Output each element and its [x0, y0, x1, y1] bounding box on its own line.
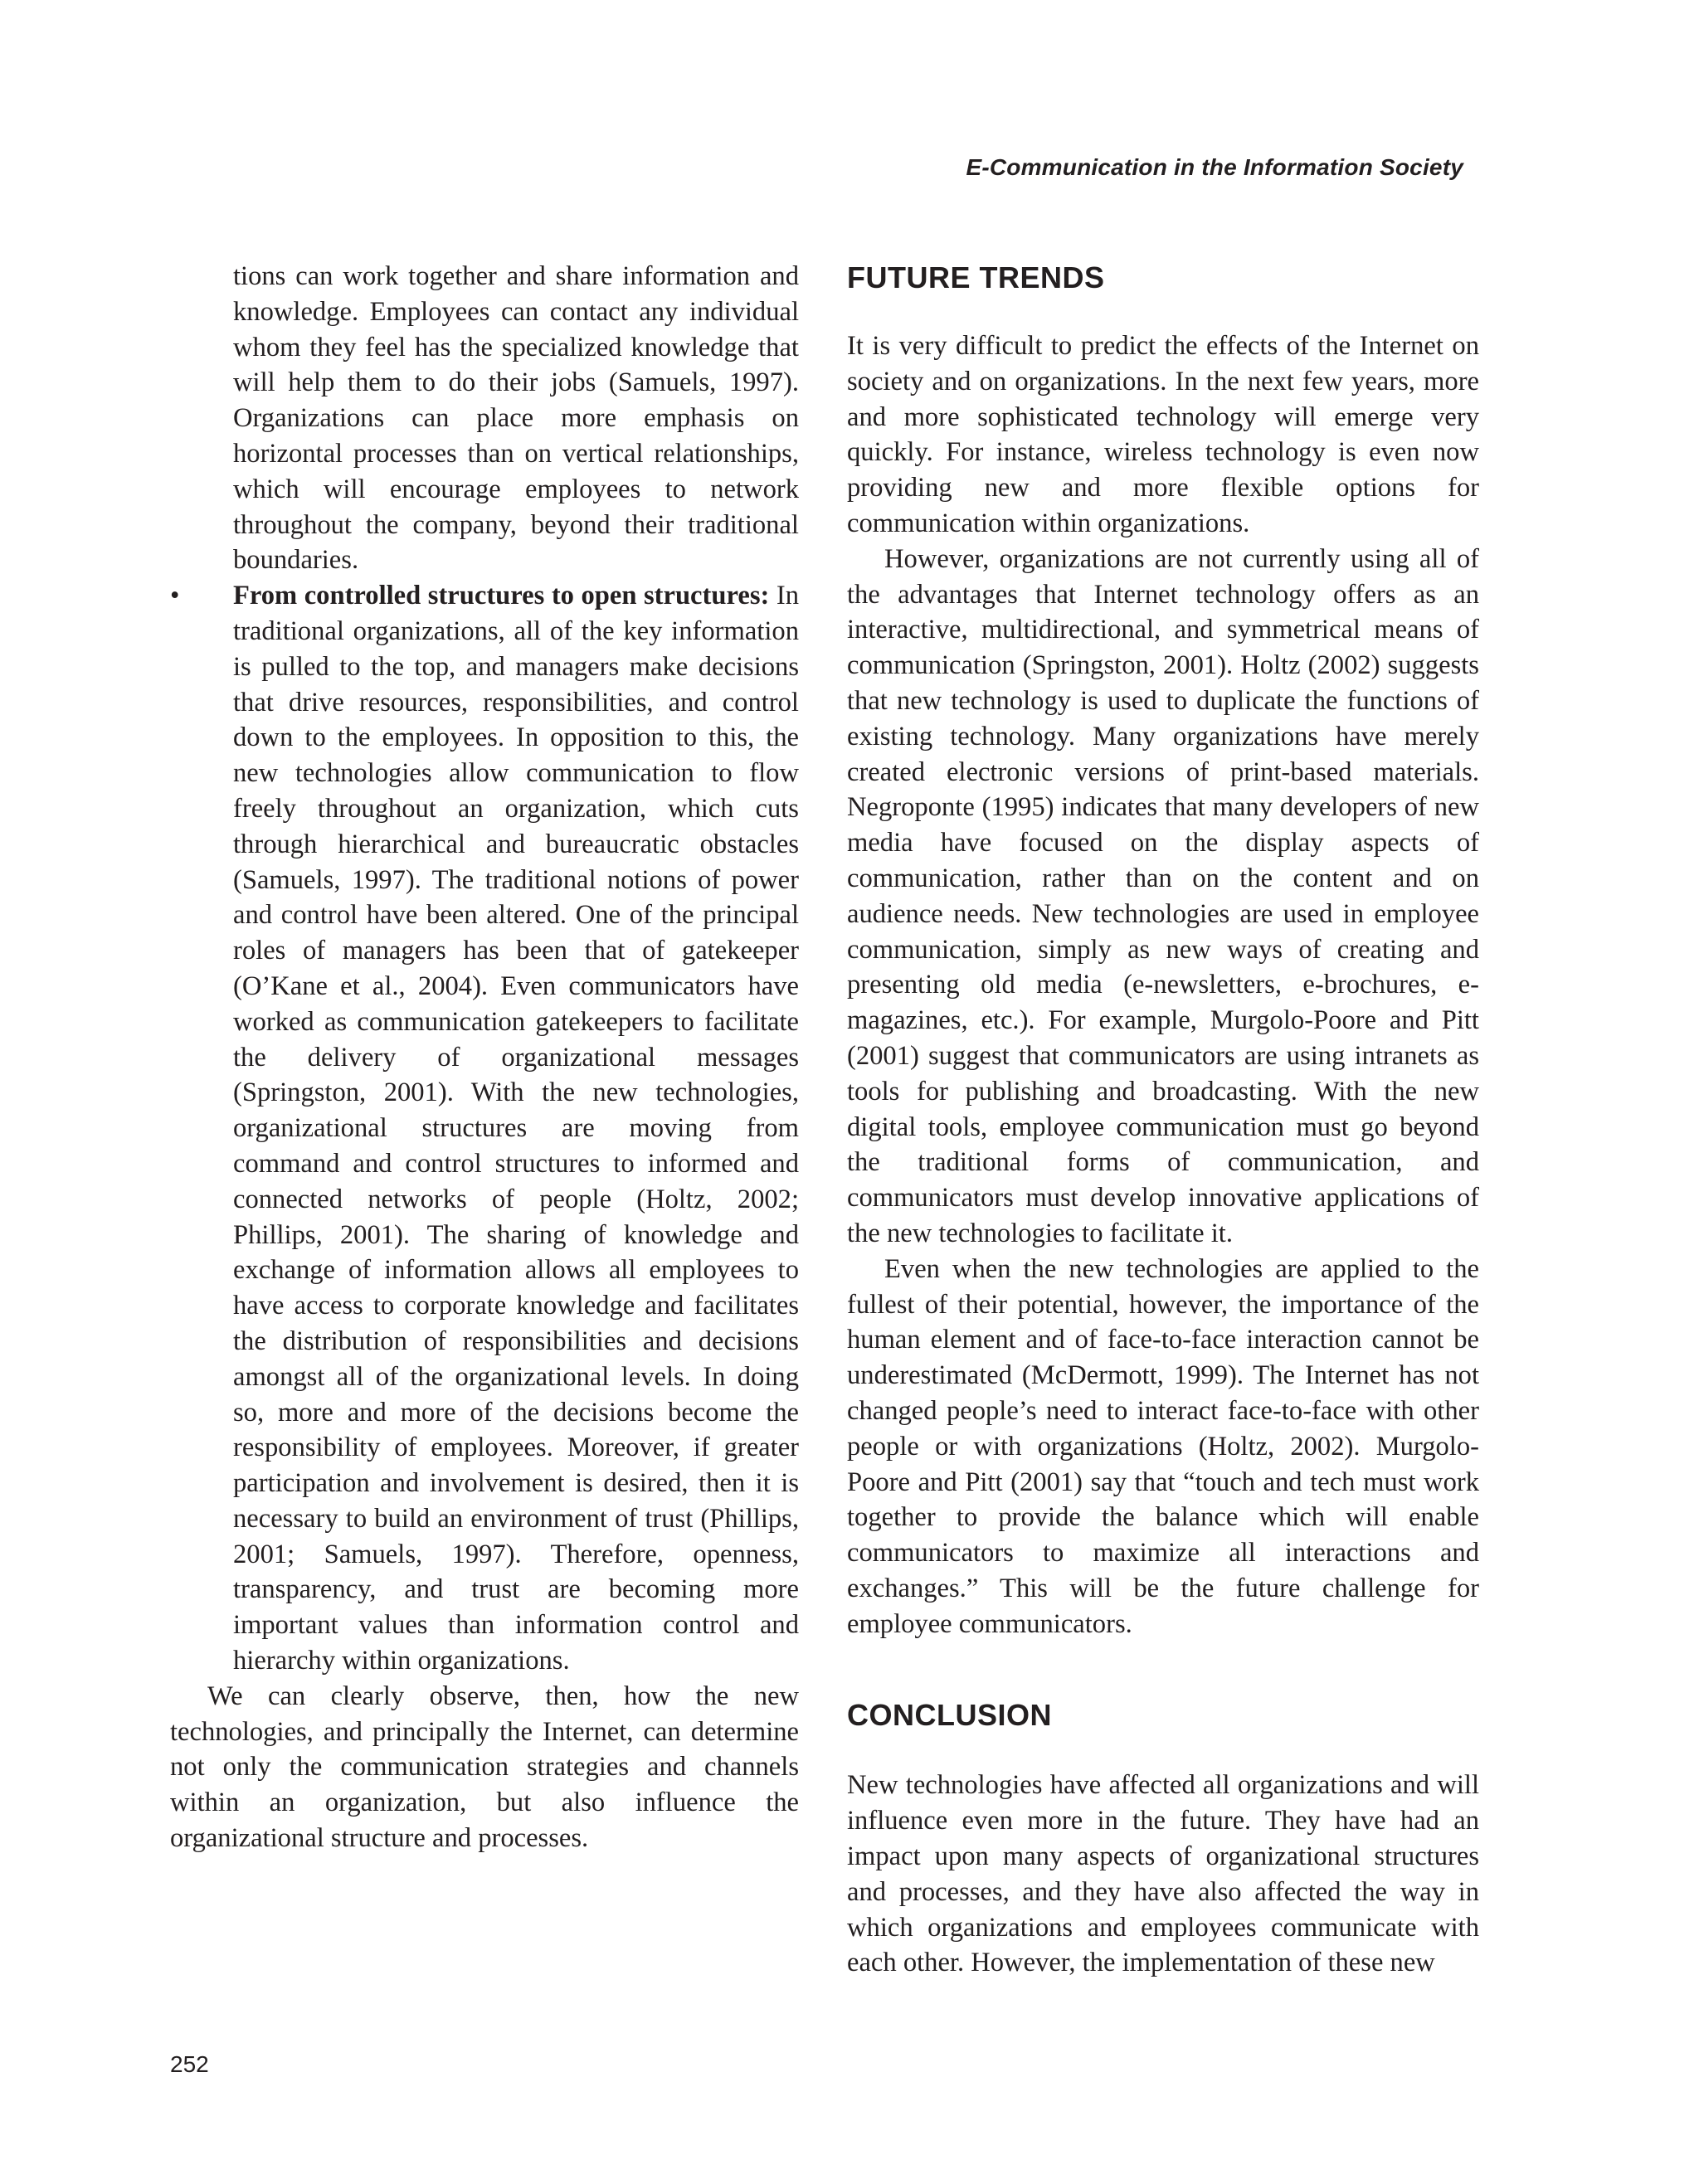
future-trends-paragraph-3: Even when the new technologies are applied to the fullest of their potential, however, the importance of the human element and of face-to-face interaction cannot be underestimated (McDermott, 1999). The Internet has not changed people’s need to interact face-to-face with other people or with organizations (Holtz, 2002). Murgolo-Poore and Pitt (2001) say that “touch and tech must work together to provide the balance which will enable communicators to maximize all interactions and exchanges.” This will be the future challenge for employee communicators.	[847, 1253, 1479, 1639]
conclusion-heading: CONCLUSION	[847, 1698, 1052, 1733]
left-column	[170, 259, 799, 1856]
running-head: E-Communication in the Information Society	[966, 154, 1463, 180]
bullet-item-open-structures	[170, 578, 799, 1679]
bullet-icon: •	[170, 581, 180, 611]
future-trends-heading: FUTURE TRENDS	[847, 260, 1105, 294]
section-future-trends	[847, 260, 1479, 1642]
continuation-paragraph: tions can work together and share information and knowledge. Employees can contact any individual whom they feel has the specialized knowledge that will help them to do their jobs (Samuels, 1997). Organizations can place more emphasis on horizontal processes than on vertical relationships, which will encourage employees to network throughout the company, beyond their traditional boundaries.	[233, 261, 799, 576]
right-column	[847, 259, 1479, 1981]
bullet-paragraph	[233, 578, 799, 1679]
page-number: 252	[170, 2051, 209, 2077]
closing-paragraph: We can clearly observe, then, how the new technologies, and principally the Internet, can determine not only the communication strategies and channels within an organization, but also influence the organizational structure and processes.	[170, 1681, 799, 1854]
future-trends-paragraph-1: It is very difficult to predict the effects of the Internet on society and on organizations. In the next few years, more and more sophisticated technology will emerge very quickly. For instance, wireless technology is even now providing new and more flexible options for communication within organizations.	[847, 331, 1479, 538]
bullet-item-continuation	[170, 259, 799, 578]
conclusion-paragraph: New technologies have affected all organizations and will influence even more in the future. They have had an impact upon many aspects of organizational structures and processes, and they have also affected the way in which organizations and employees communicate with each other. However, the implementation of these new	[847, 1770, 1479, 1978]
bullet-heading: From controlled structures to open structures:	[233, 581, 770, 611]
bullet-text: In traditional organizations, all of the key information is pulled to the top, and managers make decisions that drive resources, responsibilities, and control down to the employees. In opposition to this, the new technologies allow communication to flow freely throughout an organization, which cuts through hierarchical and bureaucratic obstacles (Samuels, 1997). The traditional notions of power and control have been altered. One of the principal roles of managers has been that of gatekeeper (O’Kane et al., 2004). Even communicators have worked as communication gatekeepers to facilitate the delivery of organizational messages (Springston, 2001). With the new technologies, organizational structures are moving from command and control structures to informed and connected networks of people (Holtz, 2002; Phillips, 2001). The sharing of knowledge and exchange of information allows all employees to have access to corporate knowledge and facilitates the distribution of responsibilities and decisions amongst all of the organizational levels. In doing so, more and more of the decisions become the responsibility of employees. Moreover, if greater participation and involvement is desired, then it is necessary to build an environment of trust (Phillips, 2001; Samuels, 1997). Therefore, openness, transparency, and trust are becoming more important values than information control and hierarchy within organizations.	[233, 581, 799, 1676]
future-trends-paragraph-2: However, organizations are not currently using all of the advantages that Internet technology offers as an interactive, multidirectional, and symmetrical means of communication (Springston, 2001). Holtz (2002) suggests that new technology is used to duplicate the functions of existing technology. Many organizations have merely created electronic versions of print-based materials. Negroponte (1995) indicates that many developers of new media have focused on the display aspects of communication, rather than on the content and on audience needs. New technologies are used in employee communication, simply as new ways of creating and presenting old media (e-newsletters, e-brochures, e-magazines, etc.). For example, Murgolo-Poore and Pitt (2001) suggest that communicators are using intranets as tools for publishing and broadcasting. With the new digital tools, employee communication must go beyond the traditional forms of communication, and communicators must develop innovative applications of the new technologies to facilitate it.	[847, 543, 1479, 1248]
section-conclusion	[847, 1698, 1479, 1981]
